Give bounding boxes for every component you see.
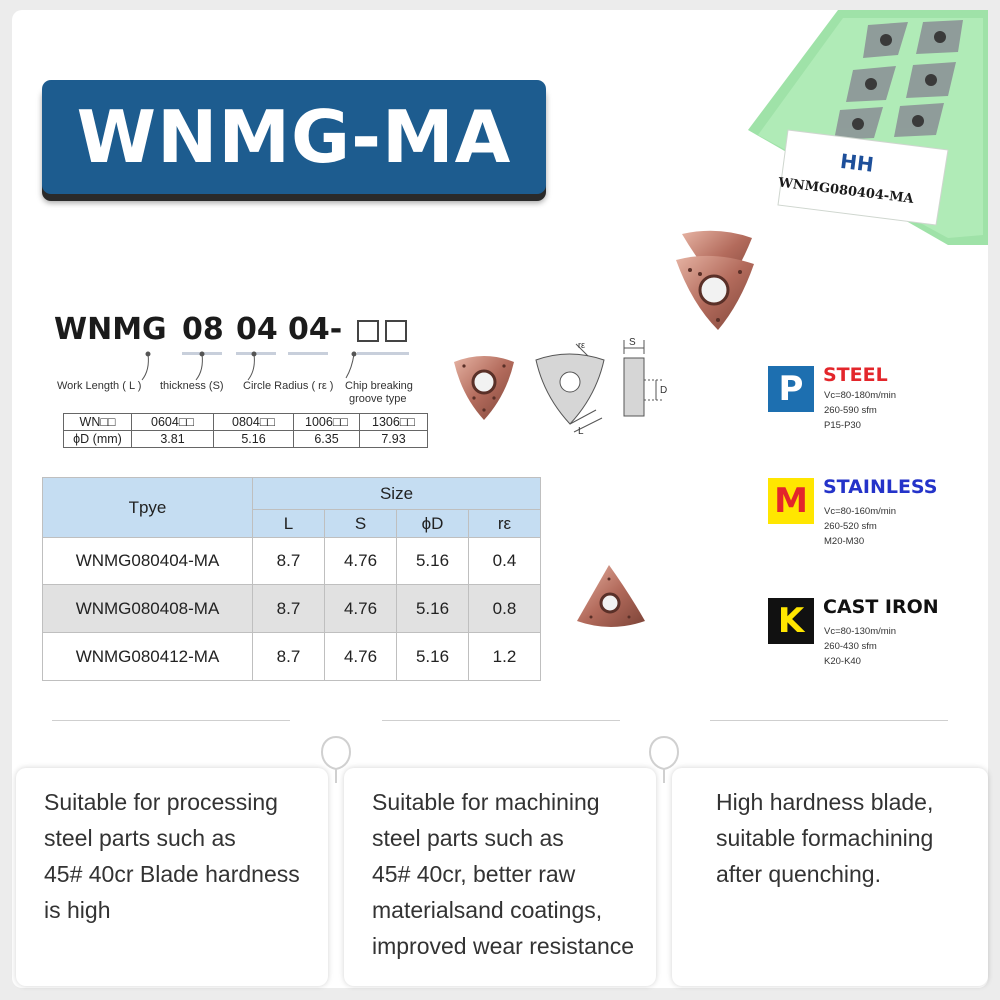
label-radius: Circle Radius ( rε ) — [243, 380, 334, 392]
insert-side-view-drawing — [616, 334, 672, 420]
code-thickness: 04 — [236, 312, 278, 347]
mini-header-cell: WN□□ — [64, 414, 132, 431]
insert-photo — [448, 352, 520, 424]
mini-cell: 5.16 — [214, 431, 294, 448]
table-row — [43, 585, 541, 633]
material-spec: 260-520 sfm — [824, 521, 877, 532]
material-badge: P — [768, 366, 814, 412]
label-chip-2: groove type — [349, 393, 407, 405]
insert-photo-small — [575, 563, 647, 631]
hanger-hook-icon — [646, 735, 682, 785]
mini-header-cell: 0604□□ — [132, 414, 214, 431]
stacked-inserts-photo — [656, 220, 768, 340]
model-cell: WNMG080412-MA — [43, 633, 253, 681]
value-cell: 8.7 — [253, 538, 325, 585]
material-spec: Vc=80-130m/min — [824, 626, 897, 637]
value-cell: 1.2 — [469, 633, 541, 681]
description-text: Suitable for machining steel parts such as 45# 40cr, better raw materialsand coatings, improved wear resistance — [372, 789, 635, 959]
table-row — [43, 538, 541, 585]
code-radius: 04- — [288, 312, 343, 347]
description-text: Suitable for processing steel parts such as 45# 40cr Blade hardness is high — [44, 789, 300, 923]
d-label: D — [660, 385, 668, 396]
value-cell: 8.7 — [253, 633, 325, 681]
material-spec: Vc=80-180m/min — [824, 390, 897, 401]
mini-header-cell: 1006□□ — [294, 414, 360, 431]
re-label: rε — [578, 340, 586, 350]
description-text: High hardness blade, suitable formachining after quenching. — [716, 789, 934, 887]
size-header: Size — [253, 478, 541, 510]
insert-box-photo — [748, 10, 988, 245]
title-banner — [42, 80, 546, 194]
hanger-hook-icon — [318, 735, 354, 785]
divider — [52, 720, 290, 721]
material-spec: Vc=80-160m/min — [824, 506, 897, 517]
description-panel — [16, 768, 328, 986]
page-title: WNMG-MA — [76, 95, 512, 179]
description-panel — [344, 768, 656, 986]
box-label: WNMG080404-MA — [777, 175, 915, 207]
col-header-re: rε — [469, 510, 541, 538]
model-cell: WNMG080408-MA — [43, 585, 253, 633]
value-cell: 4.76 — [325, 538, 397, 585]
mini-cell: 6.35 — [294, 431, 360, 448]
value-cell: 0.4 — [469, 538, 541, 585]
value-cell: 0.8 — [469, 585, 541, 633]
l-label: L — [578, 426, 584, 437]
material-spec: 260-590 sfm — [824, 405, 877, 416]
divider — [710, 720, 948, 721]
material-stainless — [768, 478, 968, 558]
value-cell: 5.16 — [397, 633, 469, 681]
mini-cell: 7.93 — [360, 431, 428, 448]
value-cell: 4.76 — [325, 633, 397, 681]
diameter-table — [63, 413, 428, 448]
spec-table — [42, 477, 541, 681]
value-cell: 4.76 — [325, 585, 397, 633]
material-cast-iron — [768, 598, 968, 678]
col-header-l: L — [253, 510, 325, 538]
table-row — [43, 633, 541, 681]
type-header: Tpye — [43, 478, 253, 538]
chip-groove-box — [357, 320, 379, 342]
col-header-d: ϕD — [397, 510, 469, 538]
label-chip-1: Chip breaking — [345, 380, 413, 392]
code-size: 08 — [182, 312, 224, 347]
s-label: S — [629, 337, 636, 348]
insert-top-view-drawing — [526, 334, 612, 440]
value-cell: 5.16 — [397, 585, 469, 633]
description-panel — [672, 768, 988, 986]
material-name: STAINLESS — [823, 476, 938, 498]
material-name: STEEL — [823, 364, 888, 386]
material-spec: P15-P30 — [824, 420, 861, 431]
material-steel — [768, 366, 968, 446]
value-cell: 5.16 — [397, 538, 469, 585]
chip-groove-box — [385, 320, 407, 342]
col-header-s: S — [325, 510, 397, 538]
material-badge: K — [768, 598, 814, 644]
value-cell: 8.7 — [253, 585, 325, 633]
material-spec: 260-430 sfm — [824, 641, 877, 652]
label-length: Work Length ( L ) — [57, 380, 142, 392]
code-connectors — [140, 350, 380, 384]
code-prefix: WNMG — [54, 312, 167, 347]
box-brand-logo: HH — [838, 148, 876, 177]
divider — [382, 720, 620, 721]
model-cell: WNMG080404-MA — [43, 538, 253, 585]
label-thickness: thickness (S) — [160, 380, 224, 392]
material-badge: M — [768, 478, 814, 524]
mini-row-label: ϕD (mm) — [64, 431, 132, 448]
material-spec: K20-K40 — [824, 656, 861, 667]
material-name: CAST IRON — [823, 596, 939, 618]
mini-header-cell: 0804□□ — [214, 414, 294, 431]
material-spec: M20-M30 — [824, 536, 865, 547]
mini-header-cell: 1306□□ — [360, 414, 428, 431]
mini-cell: 3.81 — [132, 431, 214, 448]
